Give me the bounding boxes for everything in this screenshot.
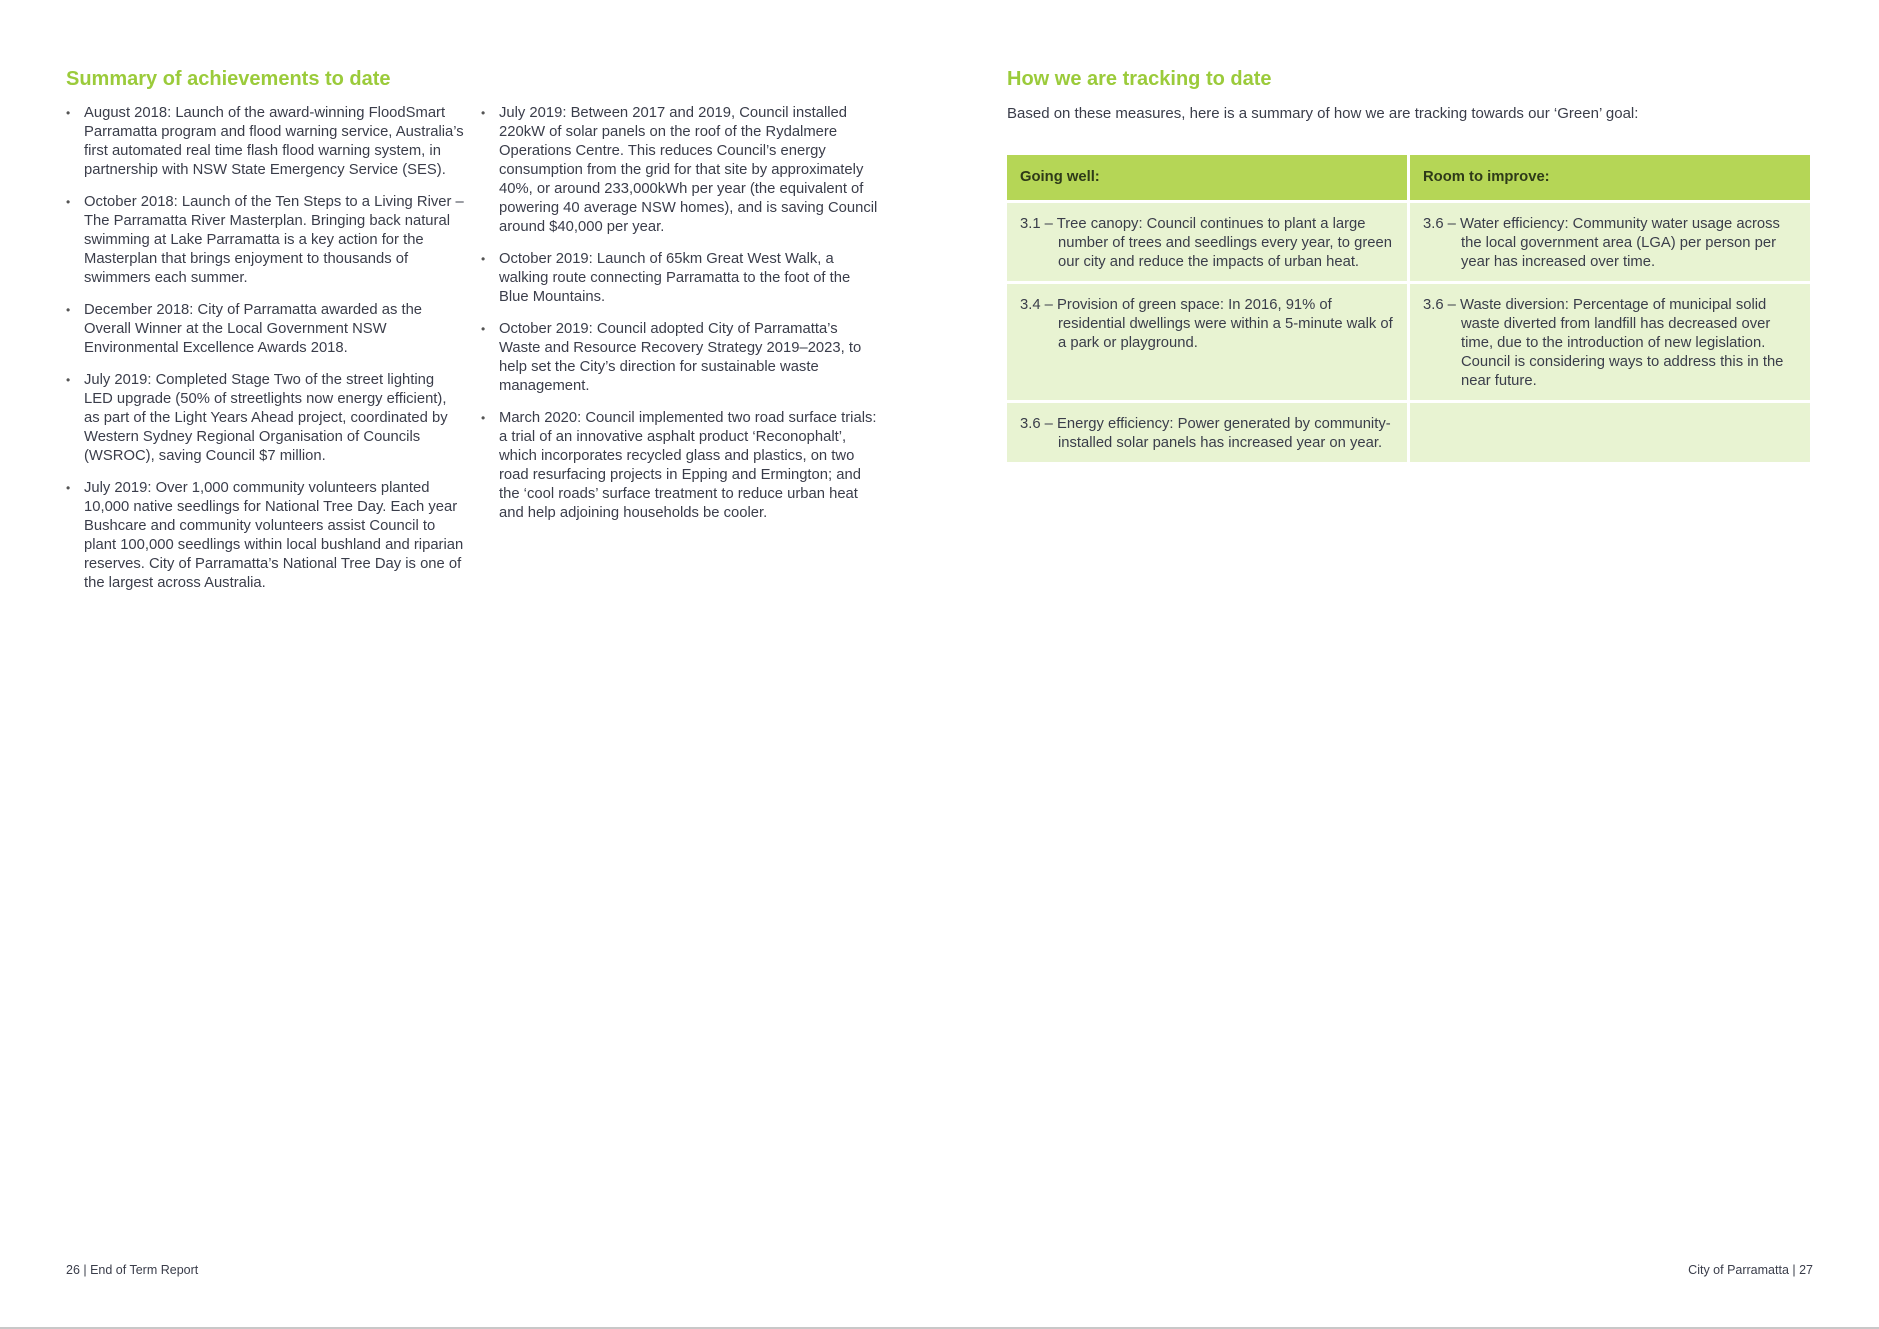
footer-left: 26 | End of Term Report (66, 1263, 199, 1277)
table-row (1007, 284, 1810, 400)
tracking-intro: Based on these measures, here is a summary of how we are tracking towards our ‘Green’ goal: (1007, 105, 1639, 122)
footer-right: City of Parramatta | 27 (1688, 1263, 1813, 1277)
tracking-heading: How we are tracking to date (1007, 68, 1272, 90)
cell-text: 3.6 – Waste diversion: Percentage of municipal solid waste diverted from landfill has decreased over time, due to the introduction of new legislation. Council is considering ways to address this in the near future. (1423, 297, 1784, 389)
table-cell (1007, 403, 1407, 462)
achievements-list-col1 (66, 104, 464, 606)
cell-text: 3.6 – Water efficiency: Community water usage across the local government area (LGA) per person per year has increased over time. (1423, 216, 1780, 270)
table-cell (1410, 284, 1810, 400)
list-item: • July 2019: Over 1,000 community volunteers planted 10,000 native seedlings for National Tree Day. Each year Bushcare and community volunteers assist Council to plant 100,000 seedlings within local bushland and riparian reserves. City of Parramatta’s National Tree Day is one of the largest across Australia. (66, 479, 464, 593)
table-cell (1410, 403, 1810, 462)
cell-text: 3.4 – Provision of green space: In 2016, 91% of residential dwellings were within a 5-minute walk of a park or playground. (1020, 297, 1393, 351)
list-item: • July 2019: Completed Stage Two of the street lighting LED upgrade (50% of streetlights now energy efficient), as part of the Light Years Ahead project, coordinated by Western Sydney Regional Organisation of Councils (WSROC), saving Council $7 million. (66, 371, 464, 466)
cell-text: 3.6 – Energy efficiency: Power generated by community-installed solar panels has increased year on year. (1020, 416, 1391, 451)
list-item: • December 2018: City of Parramatta awarded as the Overall Winner at the Local Government NSW Environmental Excellence Awards 2018. (66, 301, 464, 358)
header-going-well: Going well: (1007, 155, 1407, 200)
cell-text: 3.1 – Tree canopy: Council continues to plant a large number of trees and seedlings every year, to green our city and reduce the impacts of urban heat. (1020, 216, 1392, 270)
table-cell (1007, 284, 1407, 400)
list-item: • March 2020: Council implemented two road surface trials: a trial of an innovative asphalt product ‘Reconophalt’, which incorporates recycled glass and plastics, on two road resurfacing projects in Epping and Ermington; and the ‘cool roads’ surface treatment to reduce urban heat and help adjoining households be cooler. (481, 409, 879, 523)
tracking-table (1004, 152, 1813, 465)
header-room-to-improve: Room to improve: (1410, 155, 1810, 200)
table-cell (1007, 203, 1407, 281)
list-item: • August 2018: Launch of the award-winning FloodSmart Parramatta program and flood warning service, Australia’s first automated real time flash flood warning system, in partnership with NSW State Emergency Service (SES). (66, 104, 464, 180)
list-item: • October 2019: Council adopted City of Parramatta’s Waste and Resource Recovery Strategy 2019–2023, to help set the City’s direction for sustainable waste management. (481, 320, 879, 396)
table-row (1007, 403, 1810, 462)
table-cell (1410, 203, 1810, 281)
table-header-row (1007, 155, 1810, 200)
list-item: • July 2019: Between 2017 and 2019, Council installed 220kW of solar panels on the roof of the Rydalmere Operations Centre. This reduces Council’s energy consumption from the grid for that site by approximately 40%, or around 233,000kWh per year (the equivalent of powering 40 average NSW homes), and is saving Council around $40,000 per year. (481, 104, 879, 237)
list-item: • October 2018: Launch of the Ten Steps to a Living River – The Parramatta River Masterplan. Bringing back natural swimming at Lake Parramatta is a key action for the Masterplan that brings enjoyment to thousands of swimmers each summer. (66, 193, 464, 288)
list-item: • October 2019: Launch of 65km Great West Walk, a walking route connecting Parramatta to the foot of the Blue Mountains. (481, 250, 879, 307)
achievements-list-col2 (481, 104, 879, 536)
table-row (1007, 203, 1810, 281)
achievements-heading: Summary of achievements to date (66, 68, 391, 90)
